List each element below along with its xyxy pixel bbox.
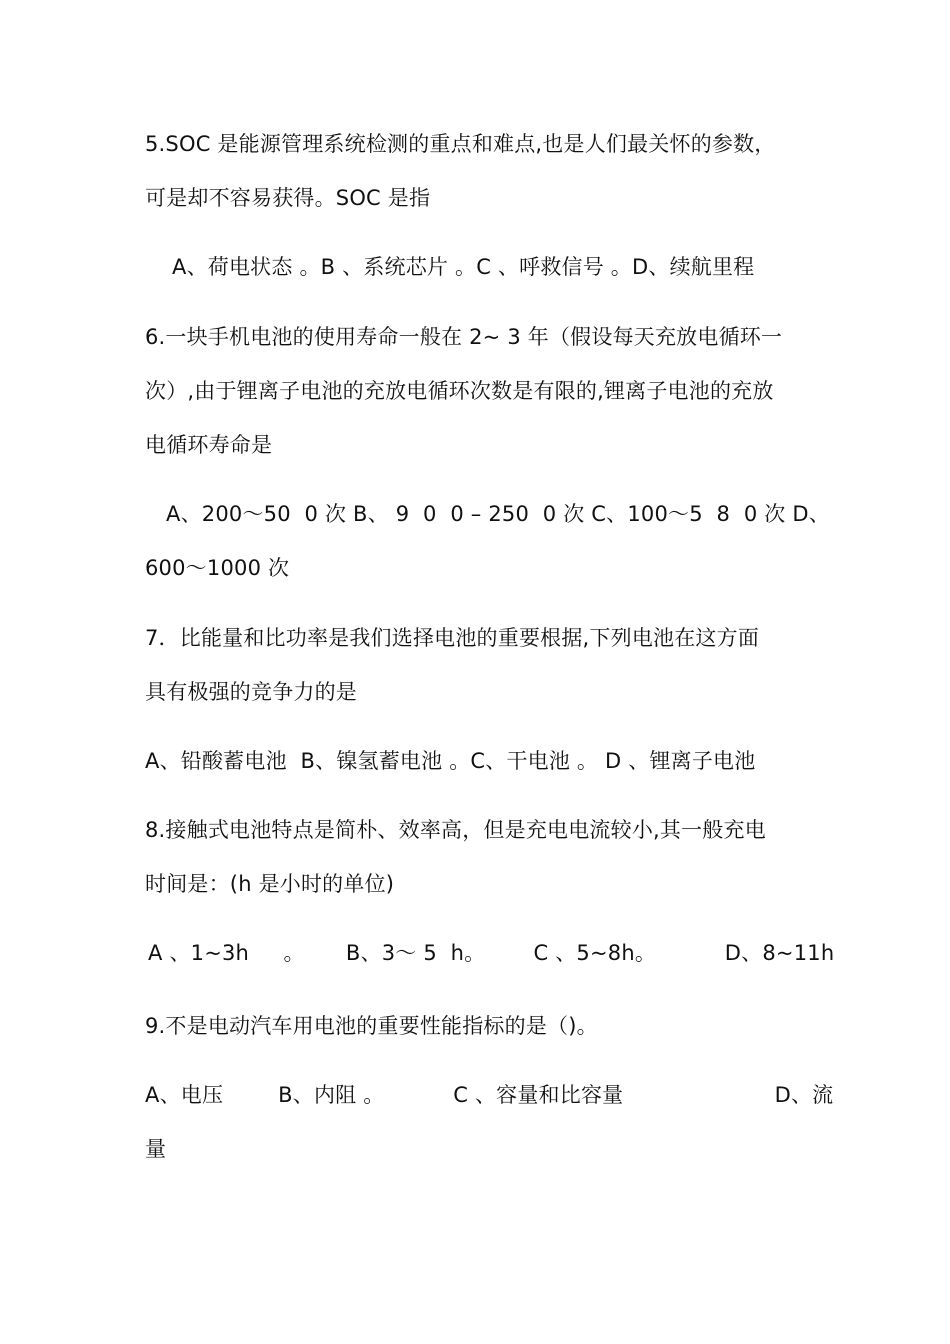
q5-stem-line-2: 可是却不容易获得。SOC 是指 [145,186,431,210]
q6-options-line-1: A、200～50 0 次 B、 9 0 0 – 250 0 次 C、100～5 8 0 次 D、 [166,502,830,526]
q6-stem-line-3: 电循环寿命是 [145,433,273,457]
q9-options-line-1: A、电压 B、内阻 。 C 、容量和比容量 D、流 [145,1083,834,1107]
q9-options-line-2: 量 [145,1137,167,1161]
q7-options-line-1: A、铅酸蓄电池 B、镍氢蓄电池 。C、干电池 。 D 、锂离子电池 [145,749,756,773]
q5-options-line-1: A、荷电状态 。B 、系统芯片 。C 、呼救信号 。D、续航里程 [172,255,755,279]
q8-stem-line-2: 时间是：(h 是小时的单位) [145,872,395,896]
q6-options-line-2: 600～1000 次 [145,556,290,580]
q6-stem-line-2: 次）,由于锂离子电池的充放电循环次数是有限的,锂离子电池的充放 [145,379,774,403]
q9-stem-line-1: 9.不是电动汽车用电池的重要性能指标的是（)。 [145,1014,598,1038]
q8-stem-line-1: 8.接触式电池特点是简朴、效率高，但是充电电流较小,其一般充电 [145,818,766,842]
q8-options-line-1: A 、1~3h 。 B、3～ 5 h。 C 、5~8h。 D、8~11h [148,941,835,965]
q7-stem-line-1: 7．比能量和比功率是我们选择电池的重要根据,下列电池在这方面 [145,626,760,650]
q5-stem-line-1: 5.SOC 是能源管理系统检测的重点和难点,也是人们最关怀的参数， [145,132,776,156]
q7-stem-line-2: 具有极强的竞争力的是 [145,680,357,704]
q6-stem-line-1: 6.一块手机电池的使用寿命一般在 2~ 3 年（假设每天充放电循环一 [145,325,783,349]
